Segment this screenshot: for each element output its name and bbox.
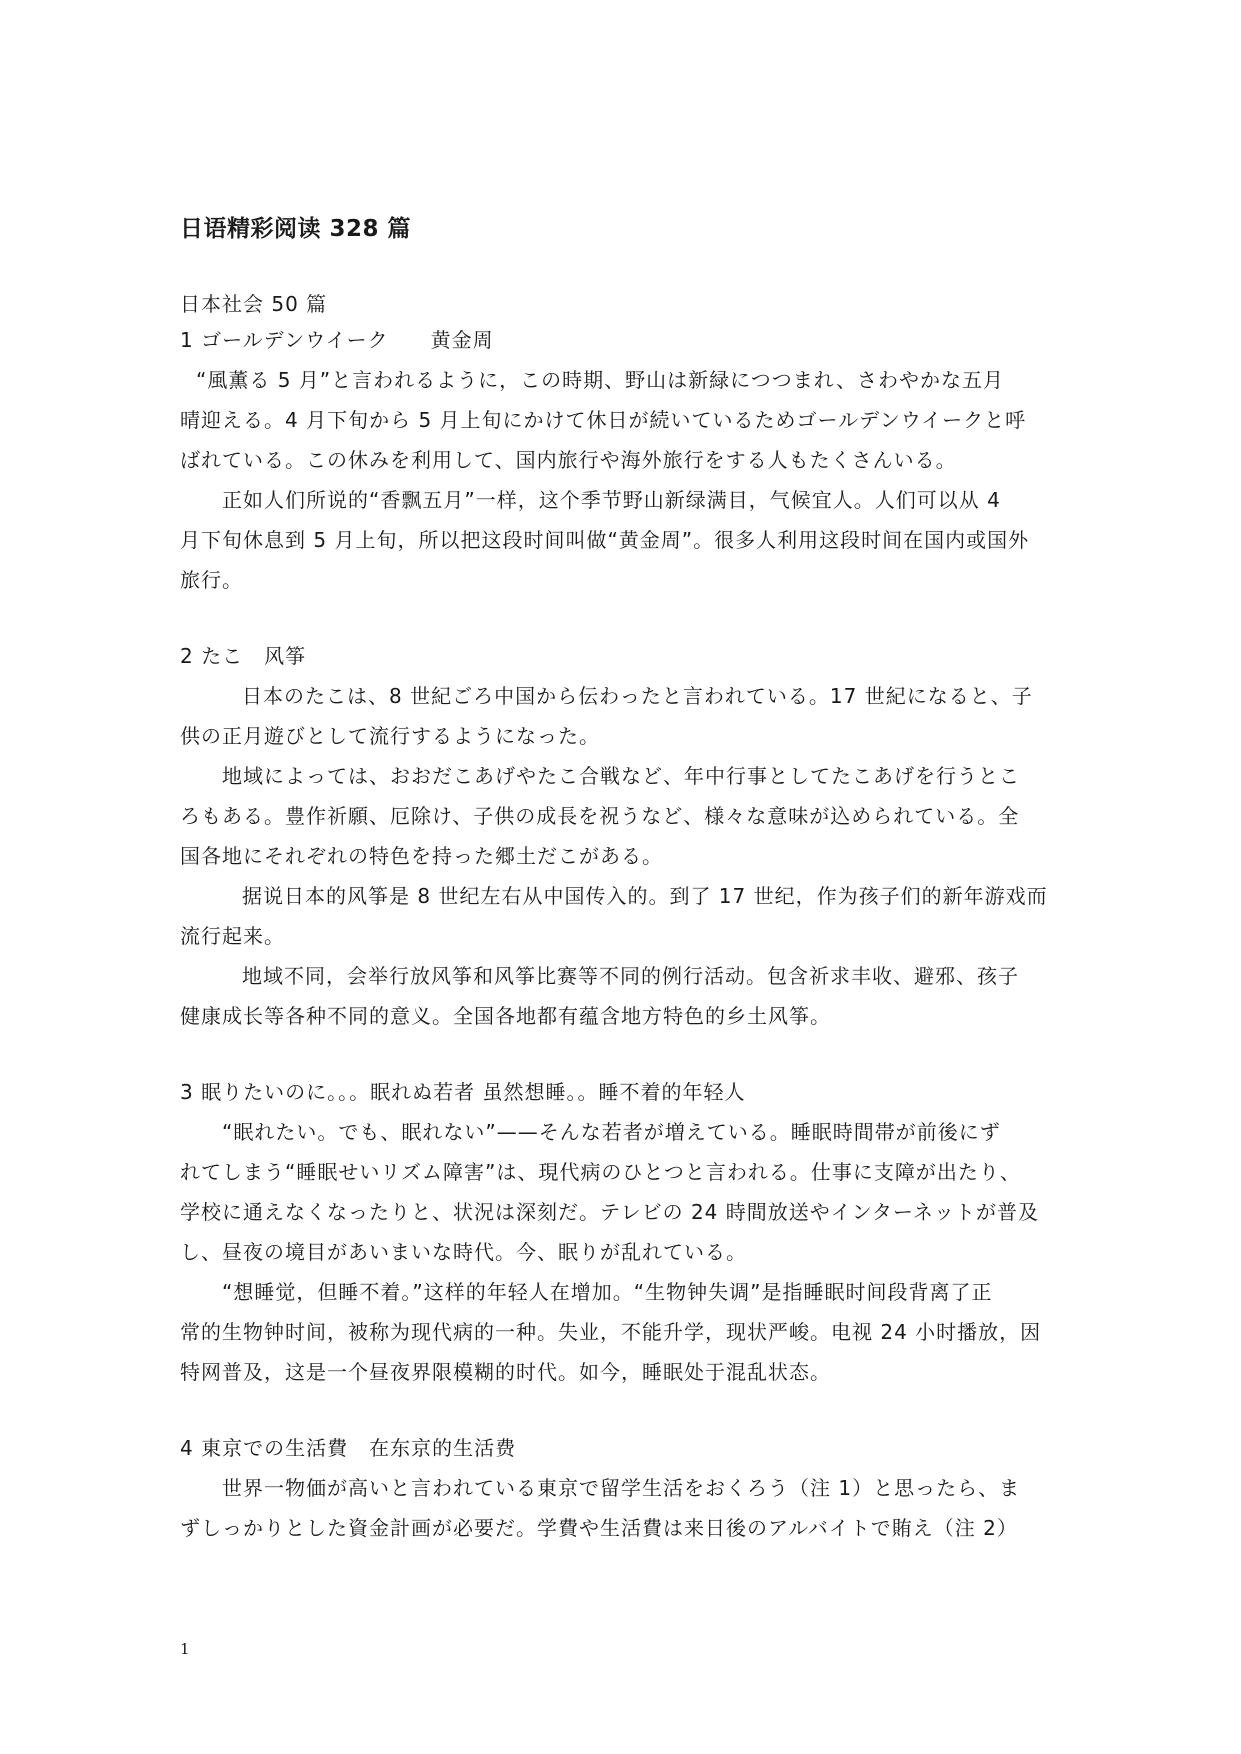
paragraph-line: 日本のたこは、8 世紀ごろ中国から伝わったと言われている。17 世紀になると、子 (242, 684, 1033, 708)
paragraph-line: し、昼夜の境目があいまいな時代。今、眠りが乱れている。 (180, 1240, 747, 1264)
paragraph-line: 特网普及，这是一个昼夜界限模糊的时代。如今，睡眠处于混乱状态。 (180, 1360, 831, 1384)
document-subtitle: 日本社会 50 篇 (180, 292, 328, 316)
paragraph-line: 正如人们所说的“香飘五月”一样，这个季节野山新绿满目，气候宜人。人们可以从 4 (222, 488, 1001, 512)
document-title: 日语精彩阅读 328 篇 (180, 216, 412, 242)
paragraph-line: “風薫る 5 月”と言われるように，この時期、野山は新緑につつまれ、さわやかな五月 (196, 368, 1004, 392)
paragraph-line: 据说日本的风筝是 8 世纪左右从中国传入的。到了 17 世纪，作为孩子们的新年游戏而 (242, 884, 1048, 908)
paragraph-line: 旅行。 (180, 568, 243, 592)
paragraph-line: ろもある。豊作祈願、厄除け、子供の成長を祝うなど、様々な意味が込められている。全 (180, 804, 1020, 828)
paragraph-line: 流行起来。 (180, 924, 285, 948)
paragraph-line: 常的生物钟时间，被称为现代病的一种。失业，不能升学，现状严峻。电视 24 小时播放，因 (180, 1320, 1042, 1344)
section-heading: 3 眠りたいのに。。。眠れぬ若者 虽然想睡。。睡不着的年轻人 (180, 1080, 746, 1104)
paragraph-line: 地域不同，会举行放风筝和风筝比赛等不同的例行活动。包含祈求丰收、避邪、孩子 (242, 964, 1019, 988)
paragraph-line: “眠れたい。でも、眠れない”——そんな若者が増えている。睡眠時間帯が前後にず (222, 1120, 1001, 1144)
paragraph-line: 晴迎える。4 月下旬から 5 月上旬にかけて休日が続いているためゴールデンウイークと呼 (180, 408, 1027, 432)
paragraph-line: 供の正月遊びとして流行するようになった。 (180, 724, 600, 748)
paragraph-line: 地域によっては、おおだこあげやたこ合戦など、年中行事としてたこあげを行うとこ (222, 764, 1020, 788)
paragraph-line: ずしっかりとした資金計画が必要だ。学費や生活費は来日後のアルバイトで賄え（注 2） (180, 1516, 1018, 1540)
paragraph-line: 国各地にそれぞれの特色を持った郷土だこがある。 (180, 844, 663, 868)
paragraph-line: 健康成长等各种不同的意义。全国各地都有蕴含地方特色的乡土风筝。 (180, 1004, 831, 1028)
paragraph-line: “想睡觉，但睡不着。”这样的年轻人在增加。“生物钟失调”是指睡眠时间段背离了正 (222, 1280, 993, 1304)
paragraph-line: れてしまう“睡眠せいリズム障害”は、現代病のひとつと言われる。仕事に支障が出たり、 (180, 1160, 1021, 1184)
paragraph-line: 世界一物価が高いと言われている東京で留学生活をおくろう（注 1）と思ったら、ま (222, 1476, 1021, 1500)
paragraph-line: 月下旬休息到 5 月上旬，所以把这段时间叫做“黄金周”。很多人利用这段时间在国内或国外 (180, 528, 1030, 552)
paragraph-line: 学校に通えなくなったりと、状況は深刻だ。テレビの 24 時間放送やインターネットが普及 (180, 1200, 1039, 1224)
section-heading: 2 たこ 风筝 (180, 644, 307, 668)
paragraph-line: ばれている。この休みを利用して、国内旅行や海外旅行をする人もたくさんいる。 (180, 448, 957, 472)
section-heading: 4 東京での生活費 在东京的生活费 (180, 1436, 517, 1460)
page-number: 1 (180, 1640, 190, 1658)
section-heading: 1 ゴールデンウイーク 黄金周 (180, 328, 494, 352)
